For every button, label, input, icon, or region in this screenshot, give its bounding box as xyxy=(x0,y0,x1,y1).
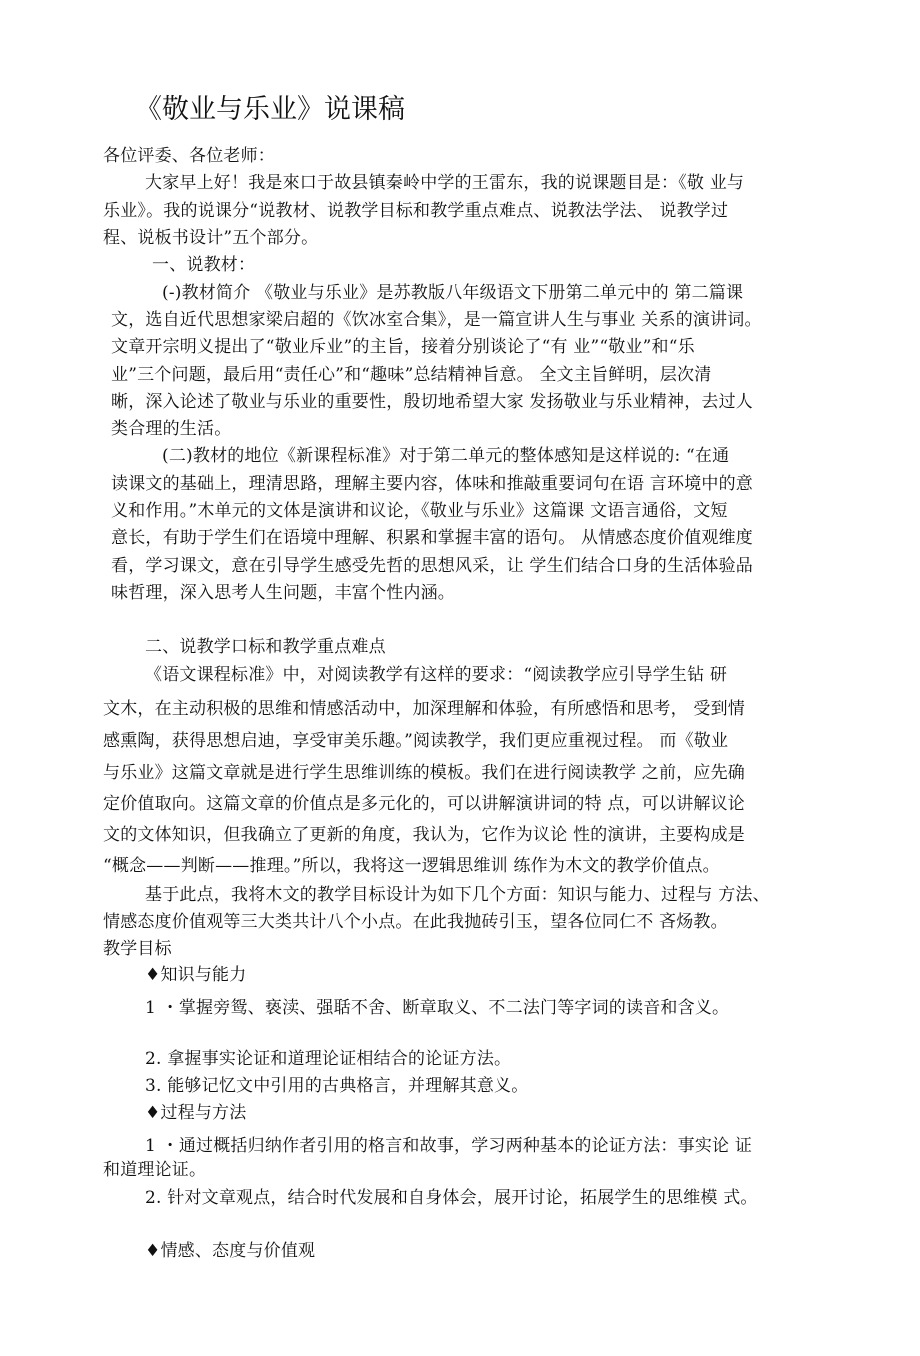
text-line: 大家早上好！我是來口于故县镇秦岭中学的王雷东，我的说课题目是：《敬 业与 xyxy=(145,173,745,193)
text-line: 业”三个问题，最后用“责任心”和“趣味”总结精神旨意。 全文主旨鲜明，层次清 xyxy=(111,365,712,385)
text-line: 看，学习课文，意在引导学生感受先哲的思想风采，让 学生们结合口身的生活体验品 xyxy=(111,556,754,576)
text-line: 文章开宗明义提出了“敬业斥业”的主旨，接着分别谈论了“有 业”“敬业”和“乐 xyxy=(111,337,695,357)
text-line: 定价值取向。这篇文章的价值点是多元化的，可以讲解演讲词的特 点，可以讲解议论 xyxy=(103,794,746,814)
subheading: ♦知识与能力 xyxy=(145,965,247,985)
section-heading: 二、说教学口标和教学重点难点 xyxy=(145,637,386,657)
list-item-continuation: 和道理论证。 xyxy=(103,1160,207,1180)
text-line: 晰，深入论述了敬业与乐业的重要性，殷切地希望大家 发扬敬业与乐业精神，去过人 xyxy=(111,392,754,412)
text-line: 各位评委、各位老师： xyxy=(103,146,275,166)
text-line: 文的文体知识，但我确立了更新的角度，我认为，它作为议论 性的演讲，主要构成是 xyxy=(103,825,746,845)
text-line: 乐业》。我的说课分“说教材、说教学目标和教学重点难点、说教法学法、 说教学过 xyxy=(103,201,729,221)
subheading: ♦过程与方法 xyxy=(145,1103,247,1123)
text-line: 程、说板书设计”五个部分。 xyxy=(103,228,319,248)
text-line: (二)教材的地位《新课程标准》对于第二单元的整体感知是这样说的: “在通 xyxy=(162,446,730,466)
list-item: 2. 针对文章观点，结合时代发展和自身体会，展开讨论，拓展学生的思维模 式。 xyxy=(145,1188,758,1208)
text-line: “概念——判断——推理。”所以，我将这一逻辑思维训 练作为木文的教学价值点。 xyxy=(103,856,720,876)
text-line: 文木，在主动积极的思维和情感活动中，加深理解和体验，有所感悟和思考， 受到情 xyxy=(103,699,746,719)
list-item: 1 ・通过概括归纳作者引用的格言和故事，学习两种基本的论证方法：事实论 证 xyxy=(145,1136,753,1156)
text-line: 基于此点，我将木文的教学目标设计为如下几个方面：知识与能力、过程与 方法、 xyxy=(145,885,770,905)
text-line: 类合理的生活。 xyxy=(111,419,232,439)
list-item: 3. 能够记忆文中引用的古典格言，并理解其意义。 xyxy=(145,1076,529,1096)
text-line: 与乐业》这篇文章就是进行学生思维训练的模板。我们在进行阅读教学 之前，应先确 xyxy=(103,763,746,783)
text-line: 读课文的基础上，理清思路，理解主要内容，体味和推敲重要词句在语 言环境中的意 xyxy=(111,474,754,494)
text-line: 情感态度价值观等三大类共计八个小点。在此我抛砖引玉，望各位同仁不 吝炀教。 xyxy=(103,912,728,932)
text-line: 意长，有助于学生们在语境中理解、积累和掌握丰富的语句。 从情感态度价值观维度 xyxy=(111,528,754,548)
section-heading: 一、说教材： xyxy=(152,255,256,275)
text-line: 文，选自近代思想家梁启超的《饮冰室合集》，是一篇宣讲人生与事业 关系的演讲词。 xyxy=(111,310,762,330)
text-line: 《语文课程标准》中，对阅读教学有这样的要求：“阅读教学应引导学生钻 研 xyxy=(145,665,728,685)
text-line: 感熏陶，获得思想启迪，享受审美乐趣。”阅读教学，我们更应重视过程。 而《敬业 xyxy=(103,731,729,751)
document-title: 《敬业与乐业》说课稿 xyxy=(135,94,405,125)
subheading: ♦情感、态度与价值观 xyxy=(145,1241,316,1261)
list-item: 2. 拿握事实论证和道理论证相结合的论证方法。 xyxy=(145,1049,512,1069)
list-item: 1 ・掌握旁鸳、亵渎、强聒不舍、断章取义、不二法门等字词的读音和含义。 xyxy=(145,998,730,1018)
subheading: 教学目标 xyxy=(103,939,172,959)
text-line: 义和作用。”木单元的文体是演讲和议论，《敬业与乐业》这篇课 文语言通俗，文短 xyxy=(111,501,728,521)
text-line: 味哲理，深入思考人生问题，丰富个性内涵。 xyxy=(111,583,455,603)
text-line: (-)教材简介 《敬业与乐业》是苏教版八年级语文下册第二单元中的 第二篇课 xyxy=(162,283,744,303)
